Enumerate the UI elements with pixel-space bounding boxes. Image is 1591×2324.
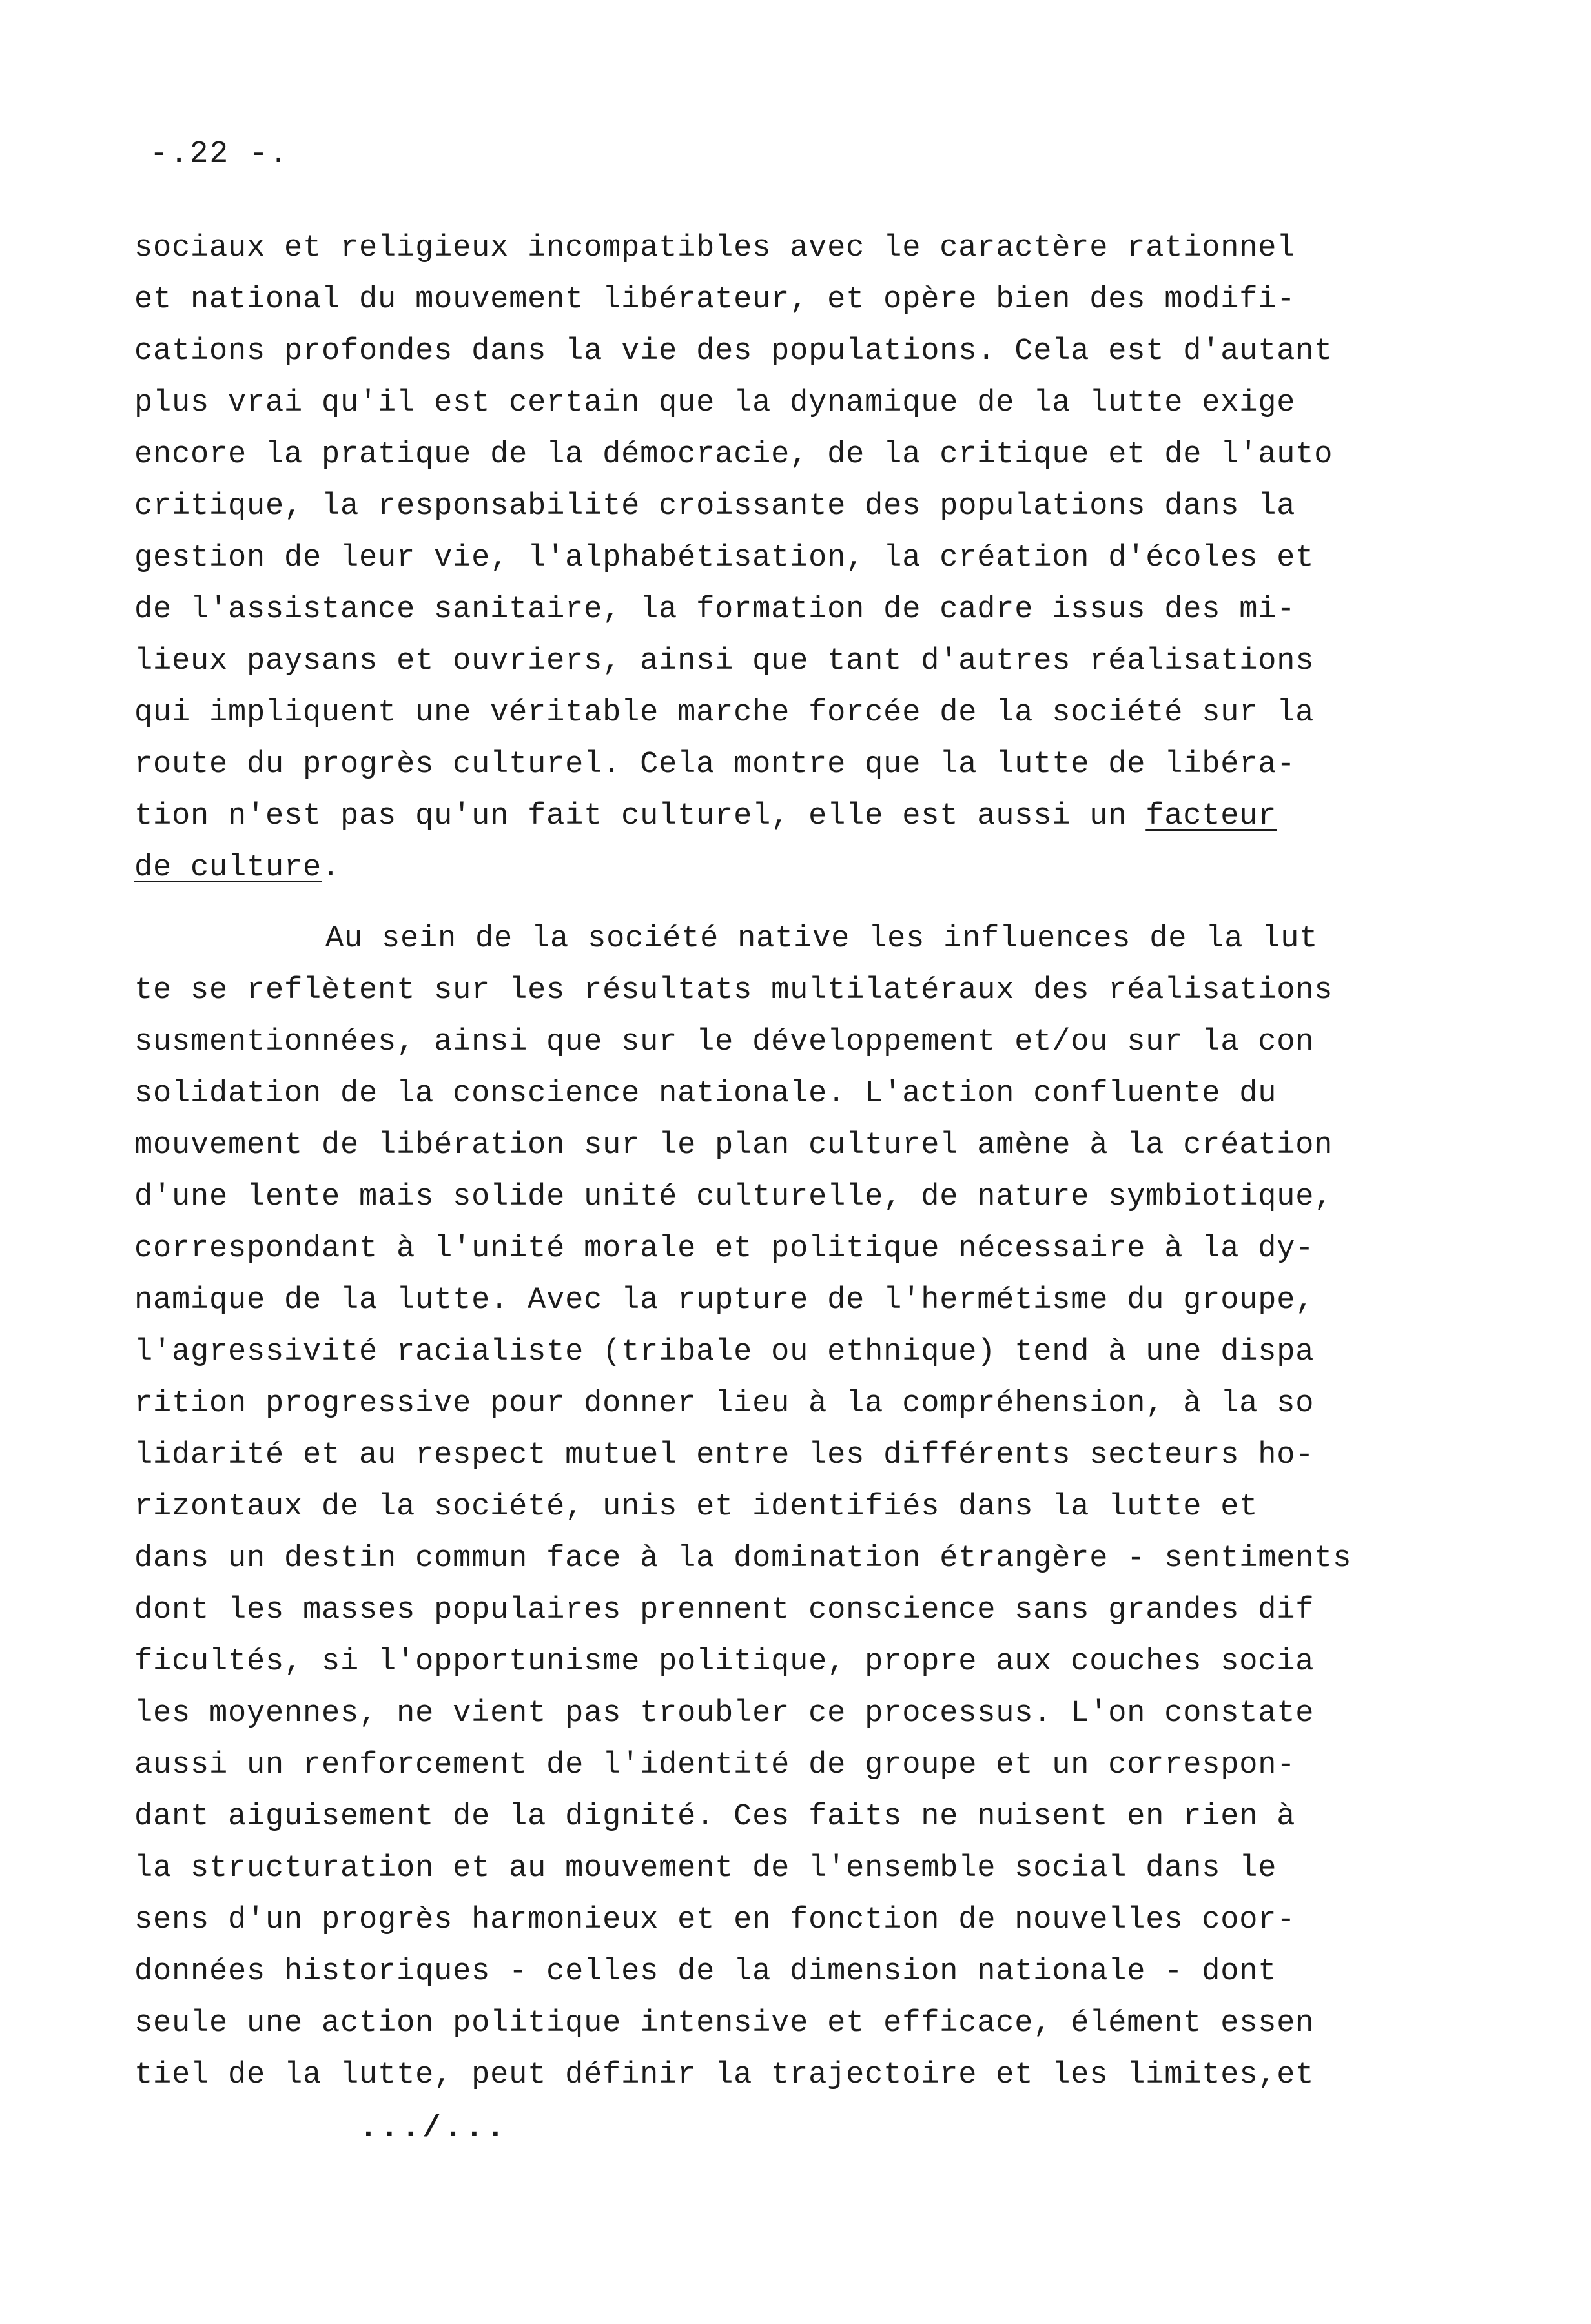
text-line: lidarité et au respect mutuel entre les différents secteurs ho- — [134, 1438, 1315, 1473]
text-line: qui impliquent une véritable marche forcée de la société sur la — [134, 696, 1315, 730]
text-line: les moyennes, ne vient pas troubler ce processus. L'on constate — [134, 1697, 1315, 1731]
paragraph-2 — [134, 913, 1439, 2101]
text-line: solidation de la conscience nationale. L'action confluente du — [134, 1077, 1277, 1111]
text-line: lieux paysans et ouvriers, ainsi que tant d'autres réalisations — [134, 644, 1315, 678]
text-line: gestion de leur vie, l'alphabétisation, la création d'écoles et — [134, 541, 1315, 575]
text-line: rizontaux de la société, unis et identifiés dans la lutte et — [134, 1490, 1258, 1524]
text-line: dans un destin commun face à la domination étrangère - sentiments — [134, 1542, 1352, 1576]
text-line: seule une action politique intensive et efficace, élément essen — [134, 2006, 1315, 2041]
text-line: sens d'un progrès harmonieux et en fonction de nouvelles coor- — [134, 1903, 1296, 1937]
text-line: encore la pratique de la démocracie, de la critique et de l'auto — [134, 438, 1333, 472]
text-line: Au sein de la société native les influences de la lut — [325, 922, 1319, 956]
text-line: route du progrès culturel. Cela montre que la lutte de libéra- — [134, 748, 1296, 782]
text-line: aussi un renforcement de l'identité de groupe et un correspon- — [134, 1748, 1296, 1782]
text-line: cations profondes dans la vie des populations. Cela est d'autant — [134, 334, 1333, 369]
text-line: dant aiguisement de la dignité. Ces faits ne nuisent en rien à — [134, 1800, 1296, 1834]
text-line: de l'assistance sanitaire, la formation de cadre issus des mi- — [134, 593, 1296, 627]
text-line: critique, la responsabilité croissante des populations dans la — [134, 489, 1296, 524]
text-line: dont les masses populaires prennent conscience sans grandes dif — [134, 1593, 1315, 1627]
text-line: l'agressivité racialiste (tribale ou ethnique) tend à une dispa — [134, 1335, 1315, 1369]
text-line: la structuration et au mouvement de l'ensemble social dans le — [134, 1851, 1277, 1886]
text-line — [134, 842, 1439, 894]
text-line: d'une lente mais solide unité culturelle, de nature symbiotique, — [134, 1180, 1333, 1214]
text-line: namique de la lutte. Avec la rupture de l'hermétisme du groupe, — [134, 1283, 1315, 1318]
text-line: ficultés, si l'opportunisme politique, propre aux couches socia — [134, 1645, 1315, 1679]
text-line: rition progressive pour donner lieu à la compréhension, à la so — [134, 1387, 1315, 1421]
underlined-term: de culture — [134, 851, 322, 885]
text-line: et national du mouvement libérateur, et opère bien des modifi- — [134, 283, 1296, 317]
text-line: susmentionnées, ainsi que sur le développement et/ou sur la con — [134, 1025, 1315, 1059]
continuation-mark: .../... — [359, 2111, 508, 2146]
text-line: mouvement de libération sur le plan culturel amène à la création — [134, 1128, 1333, 1163]
text-line: sociaux et religieux incompatibles avec le caractère rationnel — [134, 231, 1296, 265]
text-line: plus vrai qu'il est certain que la dynamique de la lutte exige — [134, 386, 1296, 420]
text-line — [134, 791, 1439, 842]
text-line: données historiques - celles de la dimension nationale - dont — [134, 1955, 1277, 1989]
text-line: correspondant à l'unité morale et politique nécessaire à la dy- — [134, 1232, 1315, 1266]
line-end-period: . — [322, 851, 341, 885]
page-number: -.22 -. — [150, 137, 289, 172]
text-line: tiel de la lutte, peut définir la trajectoire et les limites,et — [134, 2058, 1315, 2092]
text-line: te se reflètent sur les résultats multilatéraux des réalisations — [134, 973, 1333, 1008]
text-line-start: tion n'est pas qu'un fait culturel, elle est aussi un — [134, 799, 1146, 833]
underlined-term: facteur — [1145, 799, 1277, 833]
paragraph-1 — [134, 223, 1439, 894]
